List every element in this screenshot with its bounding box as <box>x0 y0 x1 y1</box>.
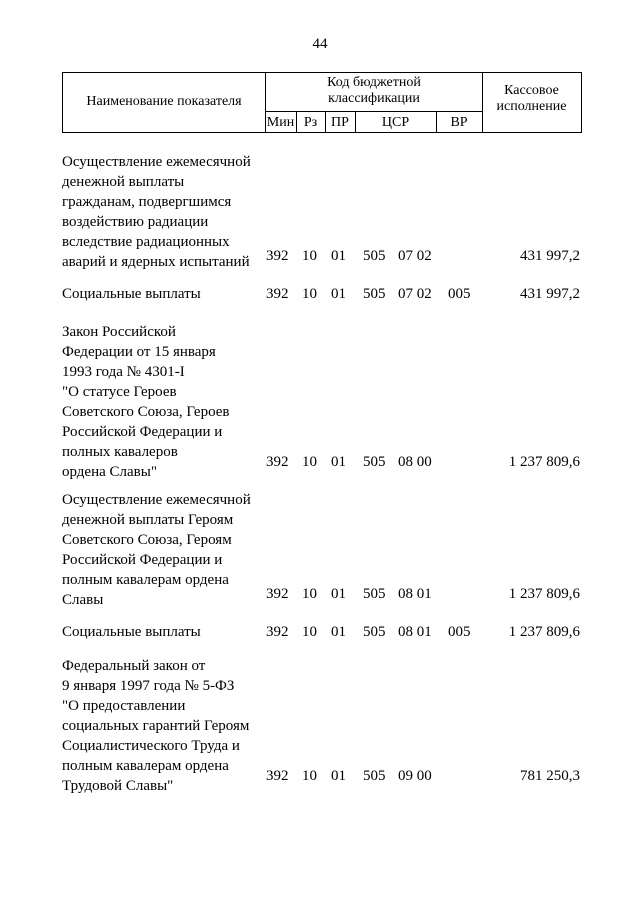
cell-amount: 431 997,2 <box>520 286 580 302</box>
cell-min: 392 <box>266 248 289 264</box>
header-rz: Рз <box>303 115 318 130</box>
cell-amount: 1 237 809,6 <box>508 586 580 602</box>
cell-amount: 431 997,2 <box>520 248 580 264</box>
cell-rz: 10 <box>302 768 317 784</box>
cell-csr-program: 505 <box>363 248 386 264</box>
cell-csr-item: 08 01 <box>398 586 432 602</box>
divider <box>265 111 482 112</box>
cell-amount: 781 250,3 <box>520 768 580 784</box>
cell-csr-program: 505 <box>363 454 386 470</box>
cell-pr: 01 <box>331 286 346 302</box>
cell-pr: 01 <box>331 248 346 264</box>
cell-csr-item: 08 01 <box>398 624 432 640</box>
cell-vr: 005 <box>448 286 471 302</box>
row-name: Осуществление ежемесячной денежной выплаты гражданам, подвергшимся воздействию радиации вследствие радиационных аварий и ядерных испытаний <box>62 154 251 270</box>
cell-min: 392 <box>266 624 289 640</box>
cell-pr: 01 <box>331 586 346 602</box>
header-min: Мин <box>266 115 295 130</box>
row-name: Социальные выплаты <box>62 286 201 302</box>
cell-csr-program: 505 <box>363 286 386 302</box>
cell-pr: 01 <box>331 624 346 640</box>
cell-min: 392 <box>266 286 289 302</box>
cell-rz: 10 <box>302 586 317 602</box>
header-pr: ПР <box>331 115 349 130</box>
cell-amount: 1 237 809,6 <box>508 624 580 640</box>
cell-csr-program: 505 <box>363 768 386 784</box>
cell-csr-item: 09 00 <box>398 768 432 784</box>
cell-rz: 10 <box>302 286 317 302</box>
table-header <box>62 72 582 133</box>
cell-min: 392 <box>266 454 289 470</box>
cell-csr-item: 08 00 <box>398 454 432 470</box>
header-amount: Кассовое исполнение <box>496 83 567 114</box>
page-number: 44 <box>312 36 328 52</box>
header-csr: ЦСР <box>381 115 410 130</box>
cell-csr-item: 07 02 <box>398 286 432 302</box>
cell-csr-program: 505 <box>363 624 386 640</box>
cell-rz: 10 <box>302 624 317 640</box>
cell-pr: 01 <box>331 454 346 470</box>
header-name: Наименование показателя <box>86 94 242 109</box>
row-name: Осуществление ежемесячной денежной выплаты Героям Советского Союза, Героям Российской Федерации и полным кавалерам ордена Славы <box>62 492 251 608</box>
header-code-group: Код бюджетной классификации <box>327 75 421 106</box>
header-vr: ВР <box>450 115 468 130</box>
cell-amount: 1 237 809,6 <box>508 454 580 470</box>
row-name: Закон Российской Федерации от 15 января 1993 года № 4301-I "О статусе Героев Советского Союза, Героев Российской Федерации и полных кавалеров ордена Славы" <box>62 324 230 480</box>
cell-csr-program: 505 <box>363 586 386 602</box>
row-name: Социальные выплаты <box>62 624 201 640</box>
cell-min: 392 <box>266 586 289 602</box>
cell-rz: 10 <box>302 248 317 264</box>
cell-pr: 01 <box>331 768 346 784</box>
cell-vr: 005 <box>448 624 471 640</box>
cell-min: 392 <box>266 768 289 784</box>
cell-csr-item: 07 02 <box>398 248 432 264</box>
row-name: Федеральный закон от 9 января 1997 года № 5-ФЗ "О предоставлении социальных гарантий Героям Социалистического Труда и полным кавалерам ордена Трудовой Славы" <box>62 658 250 794</box>
cell-rz: 10 <box>302 454 317 470</box>
